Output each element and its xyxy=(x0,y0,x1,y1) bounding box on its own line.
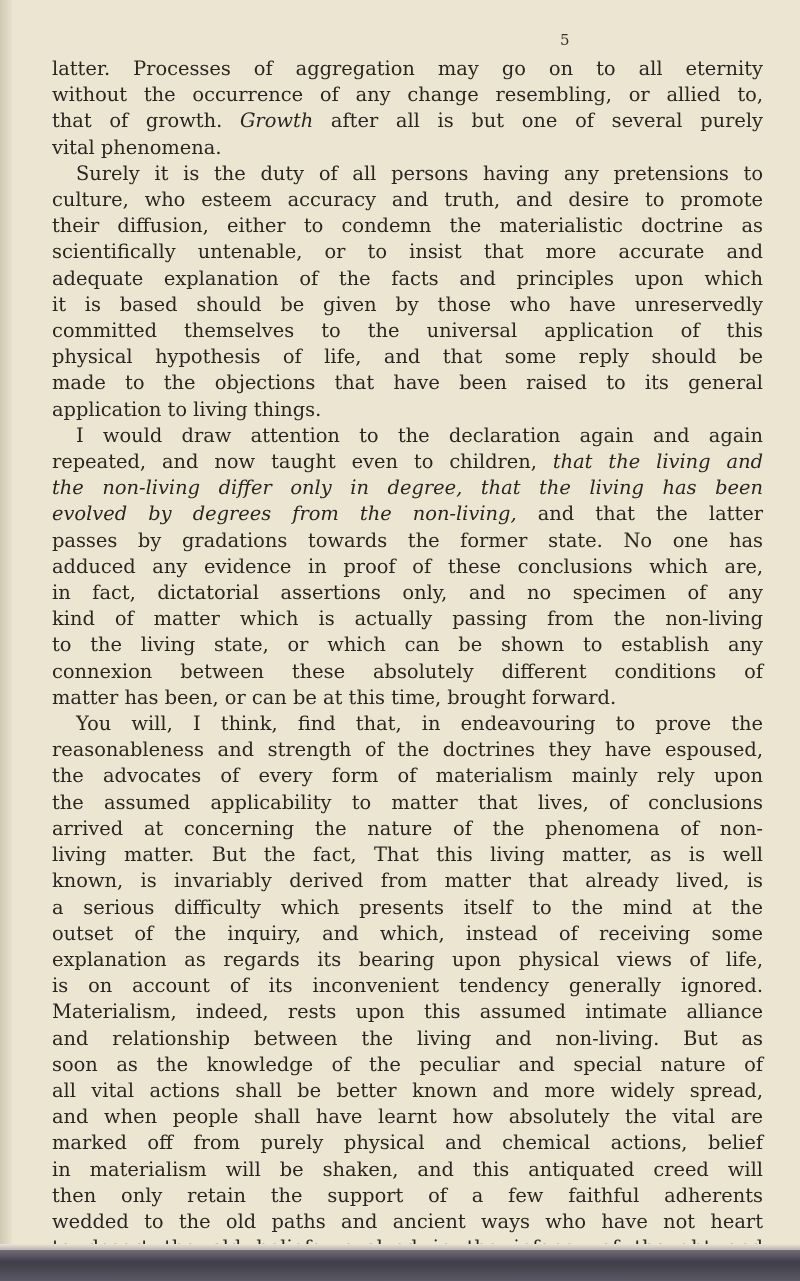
text-segment: made to the objections that have been raised to its general xyxy=(52,371,763,395)
italic-text: evolved by degrees from the non-living, xyxy=(52,502,517,526)
text-segment: repeated, and now taught even to children, xyxy=(52,450,553,474)
text-segment: that of growth. xyxy=(52,109,240,133)
text-segment: You will, I think, find that, in endeavouring to prove the xyxy=(76,712,763,736)
text-line xyxy=(52,239,763,265)
text-segment: adduced any evidence in proof of these conclusions which are, xyxy=(52,554,763,578)
text-segment: kind of matter which is actually passing from the non-living xyxy=(52,607,763,631)
page-left-edge xyxy=(0,0,12,1281)
text-line xyxy=(52,580,763,606)
text-line xyxy=(52,685,763,711)
text-segment: arrived at concerning the nature of the phenomena of non- xyxy=(52,816,763,840)
text-line xyxy=(52,161,763,187)
text-line xyxy=(52,266,763,292)
text-segment: after all is but one of several purely xyxy=(313,109,763,133)
page-number: 5 xyxy=(560,31,570,49)
text-line xyxy=(52,868,763,894)
text-line xyxy=(52,790,763,816)
text-line xyxy=(52,82,763,108)
text-line xyxy=(52,973,763,999)
text-line xyxy=(52,56,763,82)
text-segment: all vital actions shall be better known and more widely spread, xyxy=(52,1078,763,1102)
italic-text: that the living and xyxy=(552,450,763,474)
text-segment: living matter. But the fact, That this living matter, as is well xyxy=(52,843,763,867)
text-line xyxy=(52,528,763,554)
text-line xyxy=(52,606,763,632)
text-segment: outset of the inquiry, and which, instead of receiving some xyxy=(52,921,763,945)
text-segment: soon as the knowledge of the peculiar and special nature of xyxy=(52,1052,763,1076)
text-line xyxy=(52,108,763,134)
text-line xyxy=(52,763,763,789)
text-line xyxy=(52,1209,763,1235)
text-segment: culture, who esteem accuracy and truth, and desire to promote xyxy=(52,188,763,212)
text-line xyxy=(52,475,763,501)
text-segment: to the living state, or which can be shown to establish any xyxy=(52,633,763,657)
text-segment: is on account of its inconvenient tendency generally ignored. xyxy=(52,974,763,998)
text-line xyxy=(52,135,763,161)
text-segment: passes by gradations towards the former state. No one has xyxy=(52,528,763,552)
text-line xyxy=(52,501,763,527)
text-line xyxy=(52,318,763,344)
text-line xyxy=(52,292,763,318)
text-segment: committed themselves to the universal application of this xyxy=(52,319,763,343)
text-line xyxy=(52,659,763,685)
text-line xyxy=(52,423,763,449)
text-line xyxy=(52,213,763,239)
text-segment: in materialism will be shaken, and this antiquated creed will xyxy=(52,1157,763,1181)
text-segment: application to living things. xyxy=(52,397,322,421)
text-segment: explanation as regards its bearing upon physical views of life, xyxy=(52,947,763,971)
text-segment: latter. Processes of aggregation may go on to all eternity xyxy=(52,57,763,80)
text-segment: in fact, dictatorial assertions only, and no specimen of any xyxy=(52,581,763,605)
text-segment: the advocates of every form of materialism mainly rely upon xyxy=(52,764,763,788)
text-segment: known, is invariably derived from matter that already lived, is xyxy=(52,869,763,893)
text-segment: connexion between these absolutely different conditions of xyxy=(52,659,763,683)
text-line xyxy=(52,1157,763,1183)
text-line xyxy=(52,895,763,921)
text-line xyxy=(52,397,763,423)
text-line xyxy=(52,1130,763,1156)
italic-text: Growth xyxy=(239,109,314,133)
text-line xyxy=(52,554,763,580)
text-line xyxy=(52,344,763,370)
text-segment: a serious difficulty which presents itself to the mind at the xyxy=(52,895,763,919)
text-line xyxy=(52,921,763,947)
text-line xyxy=(52,999,763,1025)
text-line xyxy=(52,1104,763,1130)
italic-text: the non-living differ only in degree, that the living has been xyxy=(52,476,763,500)
text-line xyxy=(52,1183,763,1209)
text-line xyxy=(52,1052,763,1078)
text-segment: Surely it is the duty of all persons having any pretensions to xyxy=(76,161,763,185)
text-line xyxy=(52,449,763,475)
text-segment: their diffusion, either to condemn the materialistic doctrine as xyxy=(52,214,763,238)
text-line xyxy=(52,632,763,658)
text-line xyxy=(52,947,763,973)
text-line xyxy=(52,370,763,396)
text-line xyxy=(52,187,763,213)
text-segment: matter has been, or can be at this time, brought forward. xyxy=(52,685,617,709)
scan-bottom-border xyxy=(0,1250,800,1281)
text-segment: vital phenomena. xyxy=(52,135,222,159)
text-segment: and that the latter xyxy=(516,502,763,526)
text-segment: adequate explanation of the facts and principles upon which xyxy=(52,266,763,290)
text-segment: then only retain the support of a few faithful adherents xyxy=(52,1183,763,1207)
text-line xyxy=(52,1078,763,1104)
text-segment: I would draw attention to the declaration again and again xyxy=(76,423,763,447)
text-segment: the assumed applicability to matter that lives, of conclusions xyxy=(52,790,763,814)
text-line xyxy=(52,816,763,842)
text-line xyxy=(52,737,763,763)
text-line xyxy=(52,1026,763,1052)
body-text xyxy=(52,56,763,1261)
text-segment: wedded to the old paths and ancient ways who have not heart xyxy=(52,1209,763,1233)
text-segment: and when people shall have learnt how absolutely the vital are xyxy=(52,1105,763,1129)
text-segment: Materialism, indeed, rests upon this assumed intimate alliance xyxy=(52,1000,763,1024)
text-segment: without the occurrence of any change resembling, or allied to, xyxy=(52,83,763,107)
text-segment: physical hypothesis of life, and that some reply should be xyxy=(52,345,763,369)
text-line xyxy=(52,711,763,737)
text-segment: scientifically untenable, or to insist that more accurate and xyxy=(52,240,763,264)
text-segment: reasonableness and strength of the doctrines they have espoused, xyxy=(52,738,763,762)
text-segment: marked off from purely physical and chemical actions, belief xyxy=(52,1131,763,1155)
text-segment: it is based should be given by those who have unreservedly xyxy=(52,292,763,316)
text-line xyxy=(52,842,763,868)
text-segment: and relationship between the living and non-living. But as xyxy=(52,1026,763,1050)
